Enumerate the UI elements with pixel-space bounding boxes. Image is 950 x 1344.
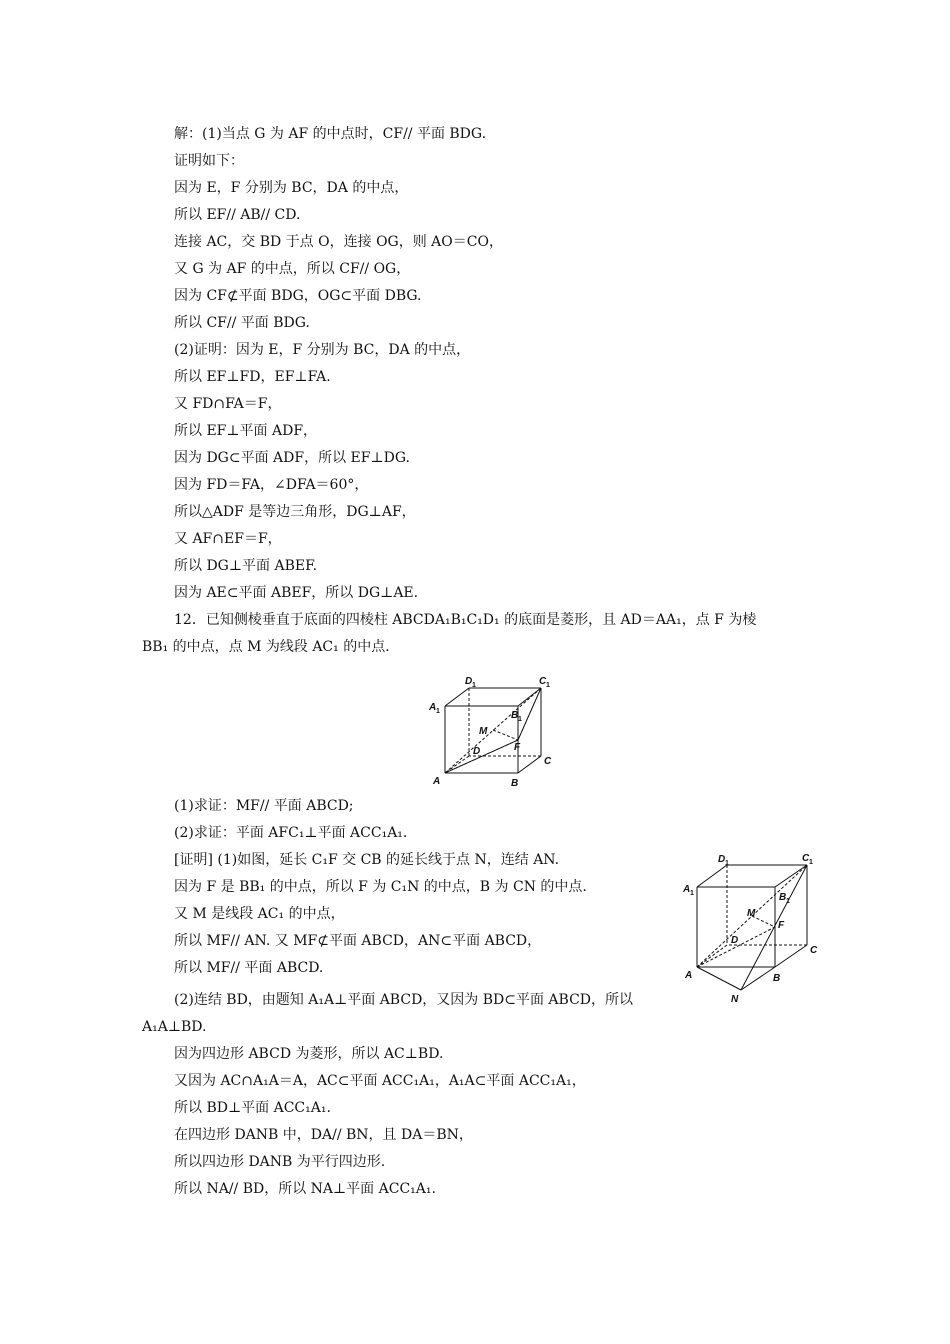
proof-line: 又 M 是线段 AC₁ 的中点，	[174, 906, 345, 922]
solution-line: 所以 EF// AB// CD.	[174, 207, 301, 223]
solution-line: 又 AF∩EF＝F，	[174, 531, 282, 547]
proof-line: 所以 MF// 平面 ABCD.	[174, 960, 324, 976]
label-B1: B	[511, 710, 519, 721]
proof-line: 所以四边形 DANB 为平行四边形.	[174, 1154, 386, 1170]
label-F: F	[778, 920, 785, 931]
problem-statement: BB₁ 的中点，点 M 为线段 AC₁ 的中点．	[142, 639, 400, 655]
label-subscript: 1	[809, 859, 813, 866]
label-F: F	[514, 742, 521, 753]
label-A: A	[433, 776, 441, 787]
proof-line: 在四边形 DANB 中，DA// BN，且 DA＝BN，	[174, 1127, 473, 1143]
label-subscript: 1	[690, 890, 694, 897]
solution-line: 所以 CF// 平面 BDG.	[174, 315, 310, 331]
proof-line: 所以 NA// BD，所以 NA⊥平面 ACC₁A₁.	[174, 1181, 436, 1197]
solution-line: 所以△ADF 是等边三角形，DG⊥AF，	[174, 504, 416, 520]
label-D: D	[731, 935, 739, 946]
question-line: (1)求证：MF// 平面 ABCD;	[174, 798, 354, 814]
solution-line: 连接 AC，交 BD 于点 O，连接 OG，则 AO＝CO，	[174, 234, 503, 250]
proof-line: (2)连结 BD，由题知 A₁A⊥平面 ABCD，又因为 BD⊂平面 ABCD，所以	[174, 992, 634, 1008]
label-C1: C	[539, 676, 547, 687]
solution-line: 所以 DG⊥平面 ABEF.	[174, 558, 318, 574]
solution-line: 所以 EF⊥平面 ADF，	[174, 423, 318, 439]
label-A1: A	[429, 702, 437, 713]
label-N: N	[731, 994, 739, 1005]
solution-line: 又 FD∩FA＝F，	[174, 396, 282, 412]
solution-line: 所以 EF⊥FD，EF⊥FA.	[174, 369, 331, 385]
proof-line: 因为 F 是 BB₁ 的中点，所以 F 为 C₁N 的中点，B 为 CN 的中点.	[174, 879, 587, 895]
proof-line: [证明] (1)如图，延长 C₁F 交 CB 的延长线于点 N，连结 AN.	[174, 852, 560, 868]
label-subscript: 1	[786, 898, 790, 905]
label-M: M	[479, 726, 488, 737]
label-B1: B	[779, 892, 787, 903]
proof-line: 又因为 AC∩A₁A＝A，AC⊂平面 ACC₁A₁，A₁A⊂平面 ACC₁A₁，	[174, 1073, 586, 1089]
label-D1: D	[465, 676, 473, 687]
label-C: C	[810, 945, 818, 956]
solution-line: 因为 E，F 分别为 BC，DA 的中点，	[174, 180, 409, 196]
label-B: B	[773, 973, 781, 984]
label-C1: C	[802, 853, 810, 864]
label-A: A	[685, 970, 693, 981]
solution-line: 因为 FD＝FA，∠DFA＝60°，	[174, 477, 369, 493]
label-subscript: 1	[436, 708, 440, 715]
solution-line: 因为 AE⊂平面 ABEF，所以 DG⊥AE.	[174, 585, 419, 601]
solution-line: 又 G 为 AF 的中点，所以 CF// OG，	[174, 261, 411, 277]
solution-line: 因为 CF⊄平面 BDG，OG⊂平面 DBG.	[174, 288, 422, 304]
label-subscript: 1	[546, 682, 550, 689]
label-subscript: 1	[518, 716, 522, 723]
label-subscript: 1	[472, 682, 476, 689]
question-line: (2)求证：平面 AFC₁⊥平面 ACC₁A₁.	[174, 825, 408, 841]
prism-figure	[425, 672, 565, 792]
solution-line: 解：(1)当点 G 为 AF 的中点时，CF// 平面 BDG.	[174, 126, 487, 142]
problem-statement: 12．已知侧棱垂直于底面的四棱柱 ABCDA₁B₁C₁D₁ 的底面是菱形，且 AD＝AA₁，点 F 为棱	[174, 612, 757, 628]
label-subscript: 1	[725, 860, 729, 867]
prism-figure-extended	[675, 850, 825, 1005]
label-C: C	[544, 756, 552, 767]
label-D: D	[473, 746, 481, 757]
label-B: B	[511, 778, 519, 789]
label-A1: A	[683, 884, 691, 895]
proof-line: 所以 MF// AN. 又 MF⊄平面 ABCD，AN⊂平面 ABCD，	[174, 933, 542, 949]
solution-line: 证明如下：	[174, 153, 244, 169]
label-D1: D	[718, 854, 726, 865]
proof-line: A₁A⊥BD.	[142, 1019, 207, 1035]
solution-line: 因为 DG⊂平面 ADF，所以 EF⊥DG.	[174, 450, 410, 466]
proof-line: 因为四边形 ABCD 为菱形，所以 AC⊥BD.	[174, 1046, 444, 1062]
proof-line: 所以 BD⊥平面 ACC₁A₁.	[174, 1100, 331, 1116]
solution-line: (2)证明：因为 E，F 分别为 BC，DA 的中点，	[174, 342, 471, 358]
label-M: M	[747, 908, 756, 919]
